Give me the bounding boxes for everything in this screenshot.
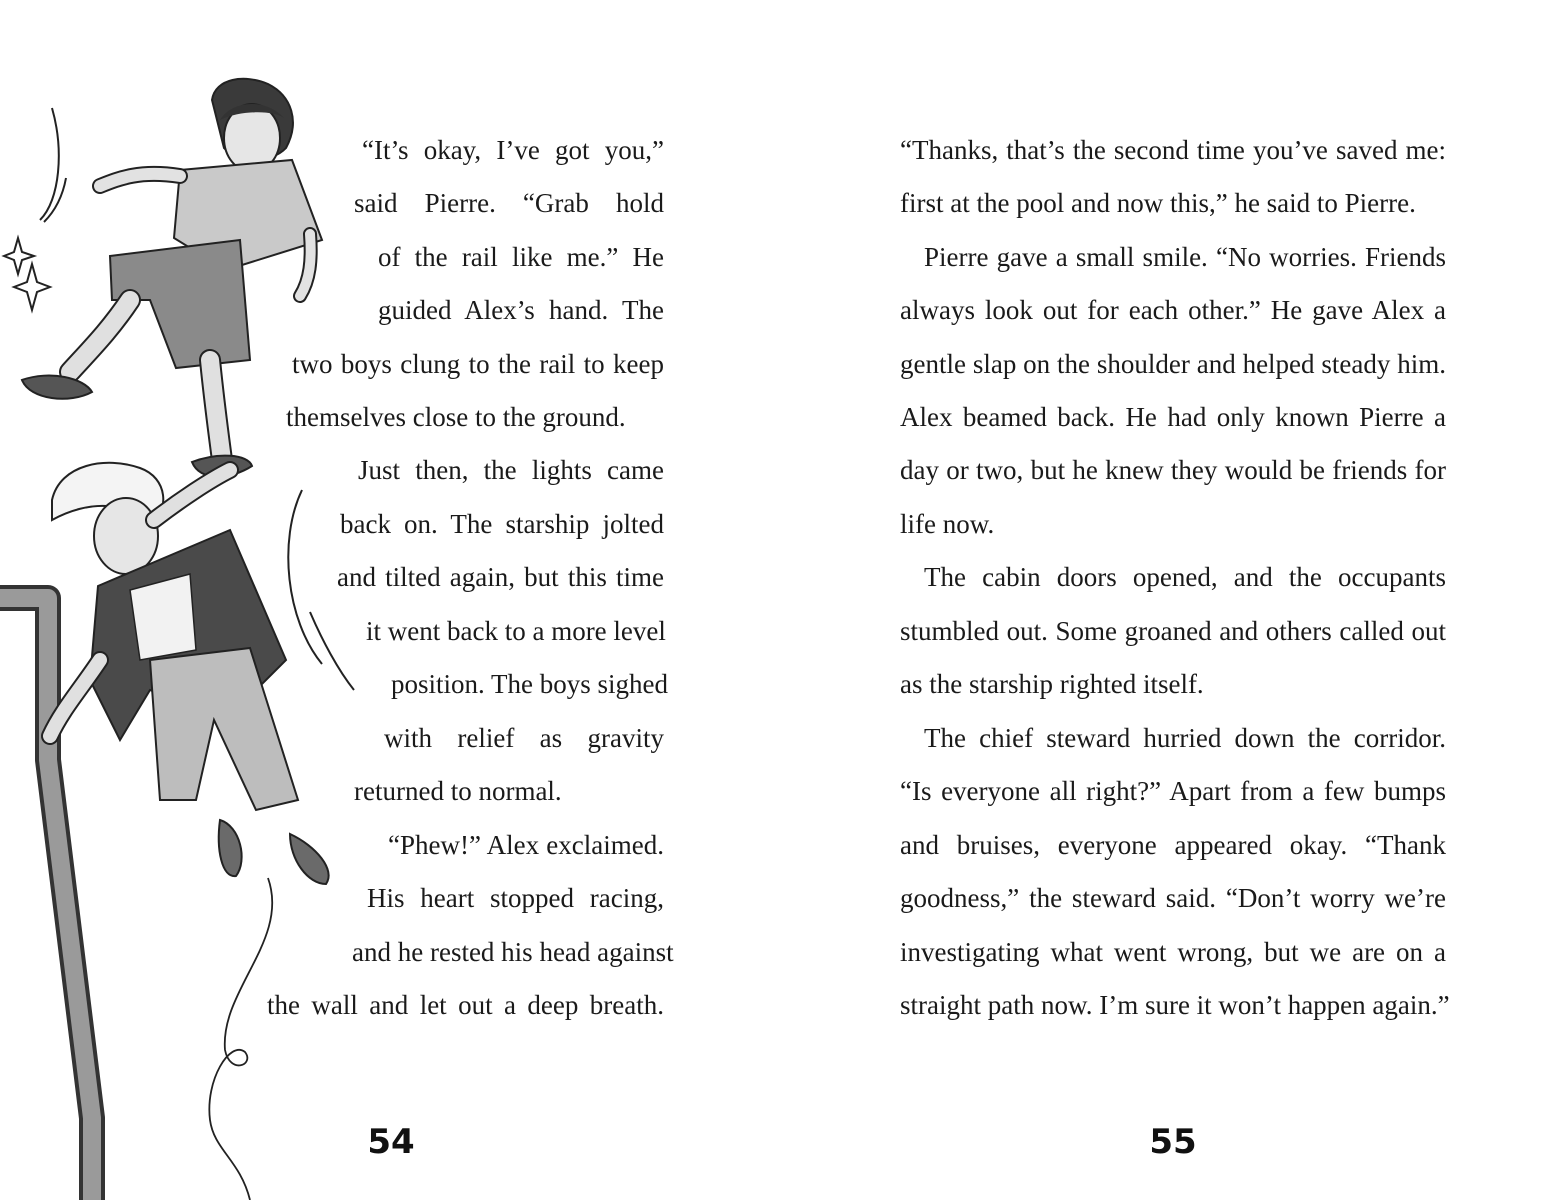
text-line: and he rested his head against bbox=[352, 937, 674, 967]
text-line: The cabin doors opened, and the occupants bbox=[924, 562, 1446, 592]
text-line: the wall and let out a deep breath. bbox=[267, 990, 664, 1020]
text-line: with relief as gravity bbox=[384, 723, 664, 753]
text-line: as the starship righted itself. bbox=[900, 669, 1204, 699]
text-line: “It’s okay, I’ve got you,” bbox=[362, 135, 664, 165]
text-line: back on. The starship jolted bbox=[340, 509, 664, 539]
text-line: and tilted again, but this time bbox=[337, 562, 664, 592]
text-line: life now. bbox=[900, 509, 995, 539]
page-number: 54 bbox=[367, 1122, 415, 1162]
text-line: stumbled out. Some groaned and others called out bbox=[900, 616, 1446, 646]
pierre-figure bbox=[22, 79, 322, 477]
text-line: it went back to a more level bbox=[366, 616, 666, 646]
text-line: guided Alex’s hand. The bbox=[378, 295, 664, 325]
page-number: 55 bbox=[1149, 1122, 1197, 1162]
alex-figure bbox=[50, 463, 329, 884]
text-line: Pierre gave a small smile. “No worries. Friends bbox=[924, 242, 1446, 272]
right-page bbox=[782, 0, 1563, 1200]
text-line: The chief steward hurried down the corridor. bbox=[924, 723, 1446, 753]
text-line: “Is everyone all right?” Apart from a few bumps bbox=[900, 776, 1446, 806]
text-line: His heart stopped racing, bbox=[367, 883, 664, 913]
text-line: and bruises, everyone appeared okay. “Thank bbox=[900, 830, 1446, 860]
text-line: returned to normal. bbox=[354, 776, 562, 806]
text-line: themselves close to the ground. bbox=[286, 402, 626, 432]
text-line: goodness,” the steward said. “Don’t worry we’re bbox=[900, 883, 1446, 913]
text-line: Just then, the lights came bbox=[358, 455, 664, 485]
text-line: of the rail like me.” He bbox=[378, 242, 664, 272]
text-line: “Phew!” Alex exclaimed. bbox=[388, 830, 664, 860]
text-line: first at the pool and now this,” he said to Pierre. bbox=[900, 188, 1416, 218]
text-line: always look out for each other.” He gave Alex a bbox=[900, 295, 1446, 325]
text-line: “Thanks, that’s the second time you’ve saved me: bbox=[900, 135, 1446, 165]
text-line: investigating what went wrong, but we are on a bbox=[900, 937, 1446, 967]
text-line: two boys clung to the rail to keep bbox=[292, 349, 664, 379]
text-line: Alex beamed back. He had only known Pierre a bbox=[900, 402, 1446, 432]
text-line: said Pierre. “Grab hold bbox=[354, 188, 664, 218]
text-line: position. The boys sighed bbox=[391, 669, 669, 699]
text-line: straight path now. I’m sure it won’t happen again.” bbox=[900, 990, 1450, 1020]
text-line: gentle slap on the shoulder and helped steady him. bbox=[900, 349, 1446, 379]
text-line: day or two, but he knew they would be friends for bbox=[900, 455, 1446, 485]
